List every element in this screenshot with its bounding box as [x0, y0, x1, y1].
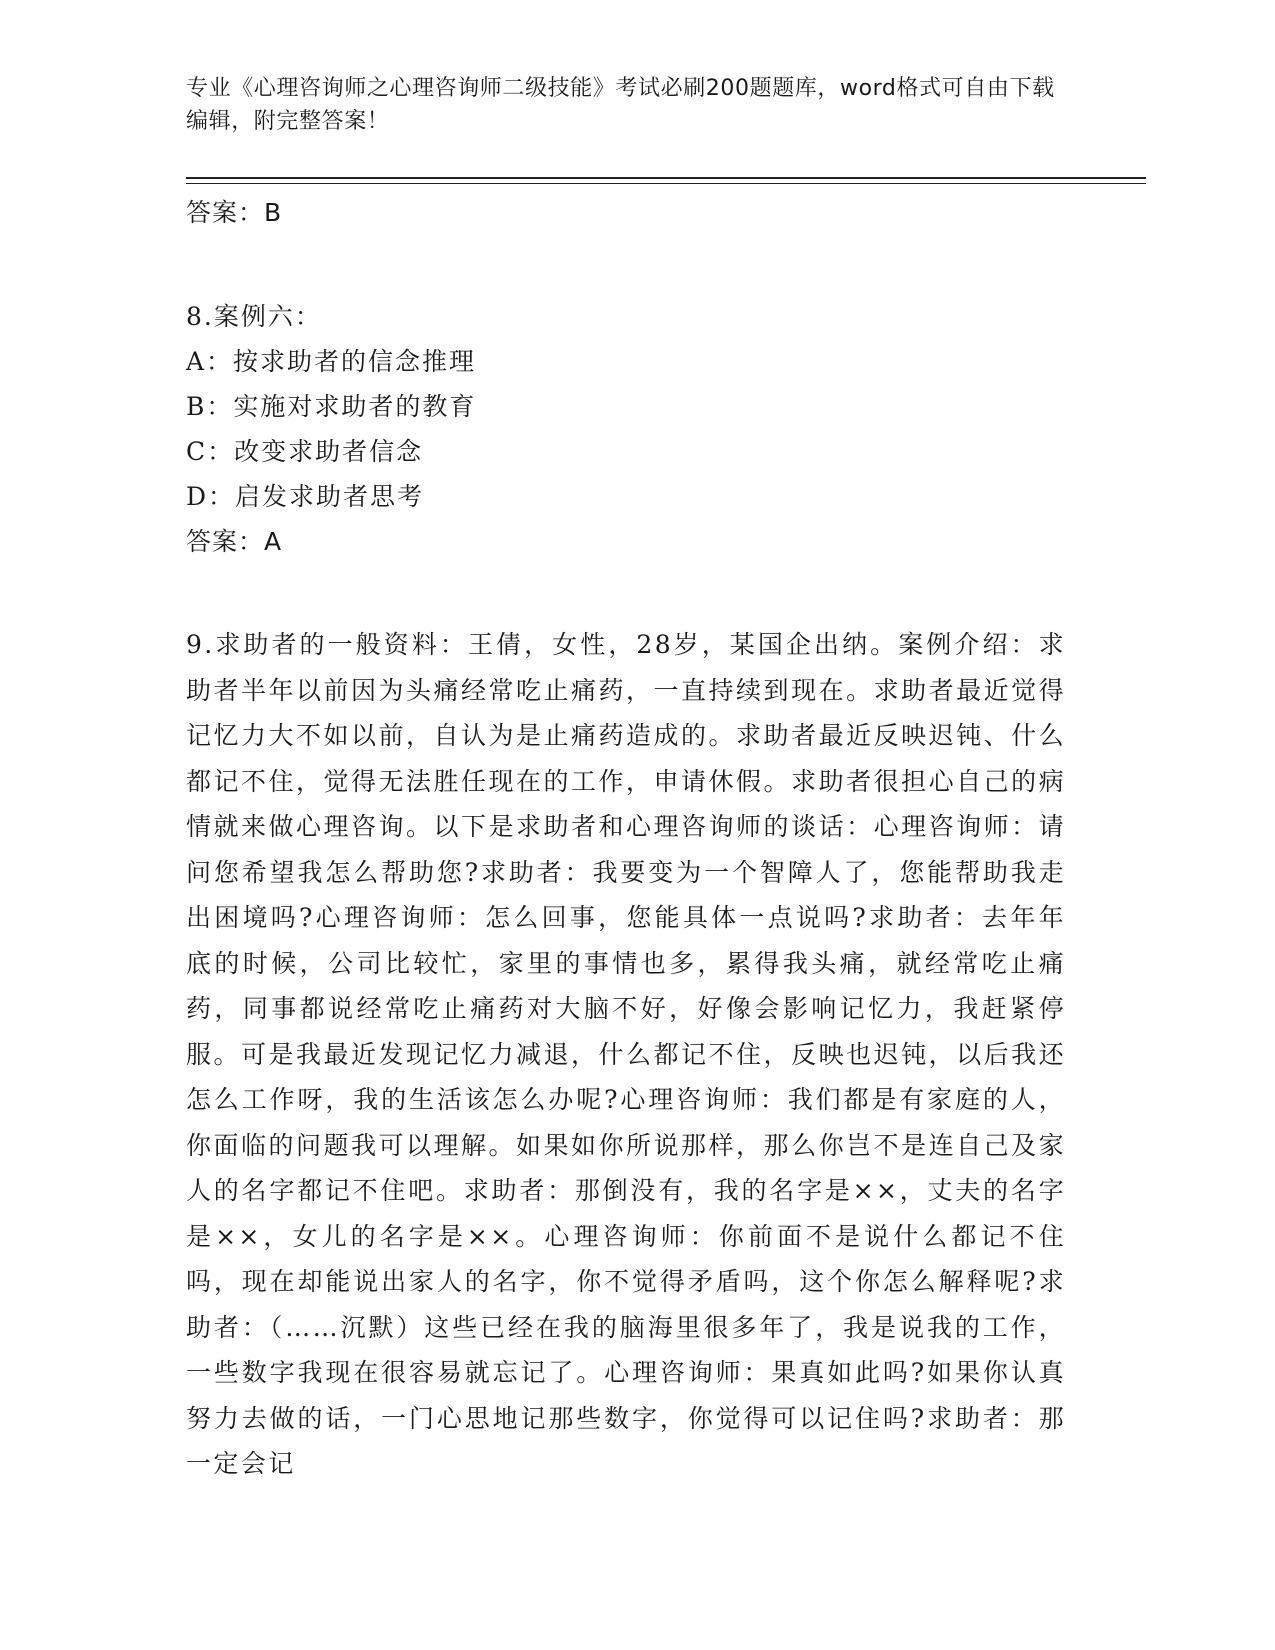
document-body [186, 186, 1066, 1487]
previous-answer: 答案：B [186, 198, 283, 227]
question-8-option-d: D：启发求助者思考 [186, 482, 425, 511]
question-8-title: 8.案例六： [186, 302, 322, 331]
header-rule-thick [186, 177, 1146, 179]
question-8-option-a: A：按求助者的信念推理 [186, 347, 477, 376]
spacer [186, 565, 1066, 622]
header-rule-thin [186, 183, 1146, 184]
question-9 [186, 622, 1066, 1487]
page-header: 专业《心理咨询师之心理咨询师二级技能》考试必刷200题题库，word格式可自由下载编辑，附完整答案！ [186, 76, 1055, 134]
question-8-option-c: C：改变求助者信念 [186, 437, 424, 466]
question-9-case-text: 9.求助者的一般资料：王倩，女性，28岁，某国企出纳。案例介绍：求助者半年以前因为头痛经常吃止痛药，一直持续到现在。求助者最近觉得记忆力大不如以前，自认为是止痛药造成的。求助者最近反映迟钝、什么都记不住，觉得无法胜任现在的工作，申请休假。求助者很担心自己的病情就来做心理咨询。以下是求助者和心理咨询师的谈话：心理咨询师：请问您希望我怎么帮助您?求助者：我要变为一个智障人了，您能帮助我走出困境吗?心理咨询师：怎么回事，您能具体一点说吗?求助者：去年年底的时候，公司比较忙，家里的事情也多，累得我头痛，就经常吃止痛药，同事都说经常吃止痛药对大脑不好，好像会影响记忆力，我赶紧停服。可是我最近发现记忆力减退，什么都记不住，反映也迟钝，以后我还怎么工作呀，我的生活该怎么办呢?心理咨询师：我们都是有家庭的人，你面临的问题我可以理解。如果如你所说那样，那么你岂不是连自己及家人的名字都记不住吧。求助者：那倒没有，我的名字是××，丈夫的名字是××，女儿的名字是××。心理咨询师：你前面不是说什么都记不住吗，现在却能说出家人的名字，你不觉得矛盾吗，这个你怎么解释呢?求助者：（……沉默）这些已经在我的脑海里很多年了，我是说我的工作，一些数字我现在很容易就忘记了。心理咨询师：果真如此吗?如果你认真努力去做的话，一门心思地记那些数字，你觉得可以记住吗?求助者：那一定会记 [186, 630, 1066, 1478]
question-8-option-b: B：实施对求助者的教育 [186, 392, 477, 421]
question-8-answer: 答案：A [186, 527, 283, 556]
spacer [186, 236, 1066, 294]
question-8 [186, 294, 1066, 565]
